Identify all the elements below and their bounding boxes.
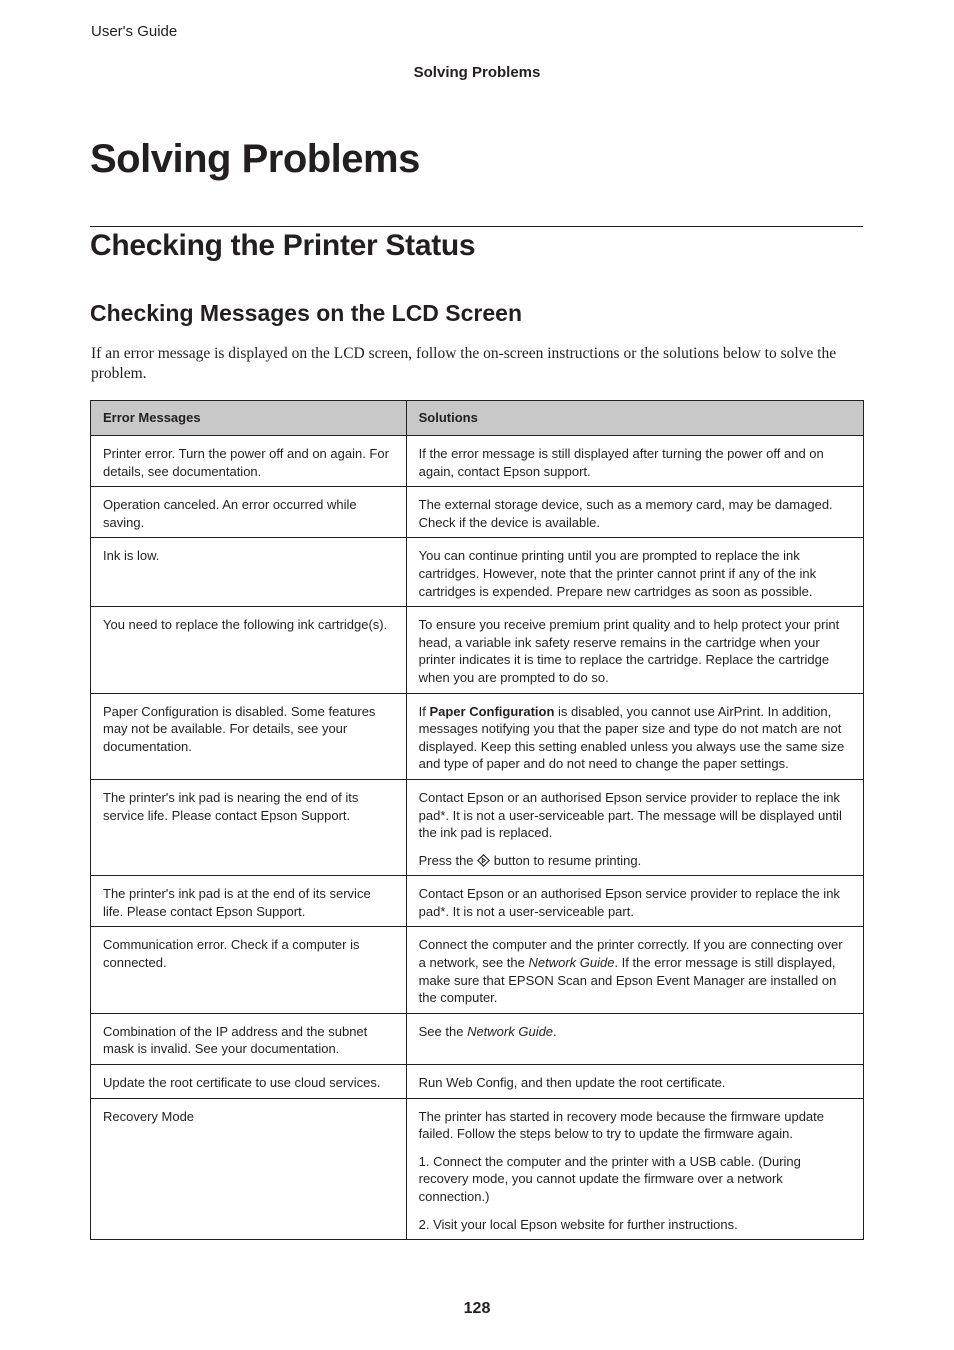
error-message-cell bbox=[91, 436, 407, 487]
solution-text: To ensure you receive premium print quality and to help protect your print head, a variable ink safety reserve remains in the cartridge when your printer indicates it is time to replace the cartridge. Replace the cartridge when you are prompted to do so. bbox=[418, 617, 840, 685]
table-row bbox=[91, 927, 864, 1013]
solution-text-prefix: See the bbox=[418, 1023, 468, 1039]
solution-cell bbox=[406, 1098, 863, 1240]
error-message-text: The printer's ink pad is at the end of its service life. Please contact Epson Support. bbox=[103, 886, 371, 919]
network-guide-reference: Network Guide bbox=[467, 1023, 554, 1039]
table-row bbox=[91, 1065, 864, 1099]
solution-cell bbox=[406, 436, 863, 487]
error-message-text: The printer's ink pad is nearing the end of its service life. Please contact Epson Support. bbox=[103, 789, 359, 823]
solution-cell bbox=[406, 1065, 863, 1099]
solution-cell bbox=[406, 693, 863, 779]
table-row bbox=[91, 436, 864, 487]
table-row bbox=[91, 538, 864, 607]
solution-text-prefix: Connect the computer and the printer correctly. If you are connecting over a network, see the bbox=[418, 937, 843, 971]
error-message-cell bbox=[91, 1013, 407, 1064]
error-message-text: You need to replace the following ink cartridge(s). bbox=[103, 617, 388, 633]
recovery-step-1: 1. Connect the computer and the printer with a USB cable. (During recovery mode, you cannot update the firmware over a network connection.) bbox=[418, 1153, 801, 1204]
running-head-section: Solving Problems bbox=[413, 64, 541, 81]
error-messages-table bbox=[90, 400, 864, 1240]
solution-cell bbox=[406, 607, 863, 693]
table-row bbox=[91, 487, 864, 538]
table-row bbox=[91, 1098, 864, 1240]
start-button-icon bbox=[477, 854, 490, 867]
error-message-text: Paper Configuration is disabled. Some features may not be available. For details, see your documentation. bbox=[103, 703, 376, 754]
solution-note-suffix: button to resume printing. bbox=[490, 852, 642, 868]
solution-cell bbox=[406, 876, 863, 927]
running-head-title: User's Guide bbox=[91, 23, 178, 40]
solution-text-suffix: . bbox=[553, 1023, 557, 1039]
error-message-cell bbox=[91, 1065, 407, 1099]
solution-text: You can continue printing until you are prompted to replace the ink cartridges. However, note that the printer cannot print if any of the ink cartridges is expended. Prepare new cartridges as soon as possible. bbox=[418, 548, 817, 599]
solution-note bbox=[419, 852, 853, 870]
error-message-text: Operation canceled. An error occurred while saving. bbox=[103, 497, 357, 530]
solution-note-prefix: Press the bbox=[418, 852, 478, 868]
error-message-cell bbox=[91, 538, 407, 607]
solution-text: The printer has started in recovery mode because the firmware update failed. Follow the steps below to try to update the firmware again. bbox=[418, 1108, 824, 1142]
page-number: 128 bbox=[463, 1300, 491, 1317]
error-message-cell bbox=[91, 487, 407, 538]
error-message-text: Ink is low. bbox=[103, 548, 160, 564]
paper-configuration-term: Paper Configuration bbox=[429, 703, 555, 719]
solution-text bbox=[419, 1023, 853, 1041]
solution-text: Run Web Config, and then update the root certificate. bbox=[418, 1075, 726, 1091]
solution-text bbox=[419, 936, 853, 1006]
solution-cell bbox=[406, 927, 863, 1013]
solution-text bbox=[419, 703, 853, 773]
subsection-title: Checking Messages on the LCD Screen bbox=[90, 300, 523, 326]
error-message-cell bbox=[91, 607, 407, 693]
error-message-cell bbox=[91, 1098, 407, 1240]
error-message-text: Recovery Mode bbox=[103, 1108, 195, 1124]
solution-text-prefix: If bbox=[418, 703, 430, 719]
section-divider bbox=[90, 226, 863, 227]
solution-text: Contact Epson or an authorised Epson service provider to replace the ink pad*. It is not a user-serviceable part. bbox=[418, 886, 840, 919]
error-message-cell bbox=[91, 693, 407, 779]
solution-text: The external storage device, such as a memory card, may be damaged. Check if the device is available. bbox=[418, 497, 833, 530]
table-row bbox=[91, 693, 864, 779]
table-row bbox=[91, 876, 864, 927]
error-message-text: Printer error. Turn the power off and on again. For details, see documentation. bbox=[103, 446, 389, 479]
solution-text-suffix: . If the error message is still displayed, make sure that EPSON Scan and Epson Event Manager are installed on the computer. bbox=[418, 955, 837, 1006]
solution-cell bbox=[406, 1013, 863, 1064]
error-message-text: Combination of the IP address and the subnet mask is invalid. See your documentation. bbox=[103, 1023, 368, 1057]
table-row bbox=[91, 607, 864, 693]
error-message-cell bbox=[91, 779, 407, 875]
error-message-cell bbox=[91, 927, 407, 1013]
solution-text: Contact Epson or an authorised Epson service provider to replace the ink pad*. It is not a user-serviceable part. The message will be displayed until the ink pad is replaced. bbox=[418, 789, 842, 841]
solution-cell bbox=[406, 487, 863, 538]
solution-cell bbox=[406, 779, 863, 875]
solution-text-suffix: is disabled, you cannot use AirPrint. In addition, messages notifying you that the paper size and type do not match are not displayed. Keep this setting enabled unless you always use the same size and type of paper and do not need to change the paper settings. bbox=[418, 703, 845, 772]
error-message-text: Update the root certificate to use cloud services. bbox=[103, 1075, 381, 1091]
intro-paragraph: If an error message is displayed on the LCD screen, follow the on-screen instructions or the solutions below to solve the problem. bbox=[91, 345, 837, 382]
error-message-cell bbox=[91, 876, 407, 927]
recovery-step-2: 2. Visit your local Epson website for further instructions. bbox=[418, 1216, 738, 1232]
table-header-row bbox=[91, 401, 864, 436]
solution-cell bbox=[406, 538, 863, 607]
column-header-error-messages: Error Messages bbox=[91, 401, 407, 436]
table-row bbox=[91, 779, 864, 875]
solution-text: If the error message is still displayed after turning the power off and on again, contact Epson support. bbox=[418, 446, 824, 479]
network-guide-reference: Network Guide bbox=[528, 955, 615, 971]
column-header-solutions: Solutions bbox=[406, 401, 863, 436]
section-title: Checking the Printer Status bbox=[90, 229, 476, 262]
error-message-text: Communication error. Check if a computer is connected. bbox=[103, 937, 360, 971]
chapter-title: Solving Problems bbox=[90, 137, 420, 181]
table-row bbox=[91, 1013, 864, 1064]
